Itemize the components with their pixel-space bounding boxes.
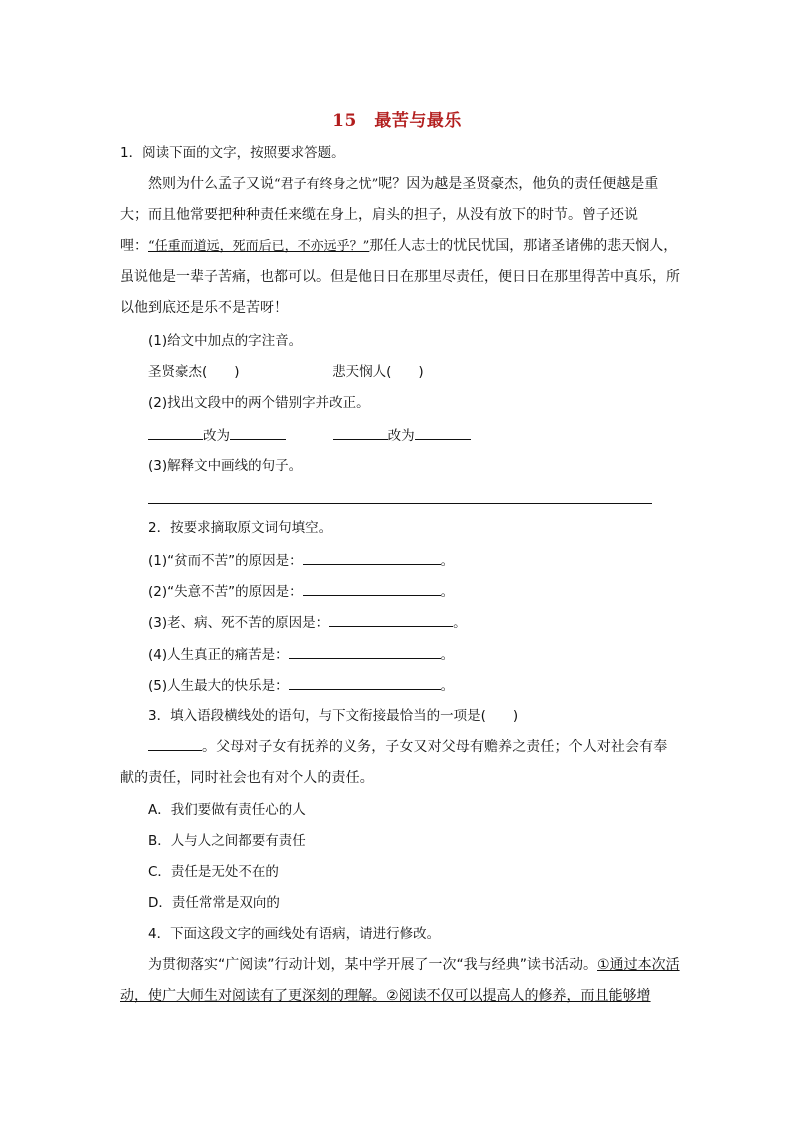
pinyin-item-a: 圣贤豪杰( ) — [148, 364, 240, 380]
question-3-stem: 3．填入语段横线处的语句，与下文衔接最恰当的一项是( ) — [148, 708, 519, 724]
end-mark: 。 — [453, 615, 467, 631]
fill-item — [148, 644, 678, 665]
passage-quote-1: “君子有终身之忧” — [274, 177, 379, 192]
fill-item — [148, 581, 678, 602]
fill-item — [148, 550, 678, 571]
answer-blank[interactable] — [289, 675, 441, 690]
correction-row — [148, 425, 678, 446]
question-4-stem: 4．下面这段文字的画线处有语病，请进行修改。 — [148, 926, 441, 942]
answer-blank[interactable] — [333, 425, 388, 440]
end-mark: 。 — [440, 678, 455, 694]
option-d[interactable]: D．责任常常是双向的 — [148, 895, 280, 911]
answer-blank[interactable] — [230, 425, 286, 440]
answer-blank[interactable] — [415, 425, 471, 440]
pinyin-item-b: 悲天悯人( ) — [332, 364, 424, 380]
fill-item-label: (5)人生最大的快乐是： — [148, 678, 289, 694]
end-mark: 。 — [440, 584, 455, 600]
passage-quote-underlined: “任重而道远，死而后已，不亦远乎？” — [148, 239, 370, 254]
answer-blank[interactable] — [289, 644, 441, 659]
fill-item — [148, 675, 678, 696]
question-2-stem: 2．按要求摘取原文词句填空。 — [148, 520, 333, 536]
end-mark: 。 — [440, 553, 455, 569]
question-1-sub-3: (3)解释文中画线的句子。 — [148, 458, 303, 474]
question-1-sub-2: (2)找出文段中的两个错别字并改正。 — [148, 395, 370, 411]
answer-blank[interactable] — [303, 550, 441, 565]
answer-blank[interactable] — [329, 612, 453, 627]
answer-blank[interactable] — [148, 425, 203, 440]
answer-blank[interactable] — [148, 736, 202, 751]
answer-line[interactable] — [148, 503, 652, 504]
fill-item-label: (2)“失意不苦”的原因是： — [148, 584, 303, 600]
pinyin-row — [148, 362, 678, 382]
question-1-sub-1: (1)给文中加点的字注音。 — [148, 333, 303, 349]
passage-text-1: 然则为什么孟子又说 — [148, 176, 274, 192]
question-1-stem: 1．阅读下面的文字，按照要求答题。 — [120, 145, 345, 161]
page-title: 15 最苦与最乐 — [332, 111, 462, 131]
correction-label: 改为 — [203, 428, 230, 444]
fill-item-label: (1)“贫而不苦”的原因是： — [148, 553, 303, 569]
passage-plain: 为贯彻落实“广阅读”行动计划，某中学开展了一次“我与经典”读书活动。 — [148, 957, 598, 973]
passage-text-3: 那任人志士的忧民忧国，那诸圣诸佛的悲天悯人，虽说他是一辈子苦痛，也都可以。但是他日日在那里尽责任，便日日在那里得苦中真乐，所以他到底还是乐不是苦呀！ — [120, 238, 680, 316]
option-b[interactable]: B．人与人之间都要有责任 — [148, 833, 306, 849]
flawed-sentence-2: ②阅读不仅可以提高人的修养，而且能够增 — [386, 988, 651, 1004]
question-1-passage — [120, 169, 680, 324]
end-mark: 。 — [440, 647, 455, 663]
fill-item — [148, 612, 678, 633]
option-a[interactable]: A．我们要做有责任心的人 — [148, 802, 306, 818]
question-3-passage — [120, 732, 680, 794]
flawed-sentence-1: ①通过本次活动，使广大师生对阅读有了更深刻的理解。 — [120, 957, 680, 1004]
fill-item-label: (3)老、病、死不苦的原因是： — [148, 615, 330, 631]
fill-item-label: (4)人生真正的痛苦是： — [148, 647, 289, 663]
question-4-passage — [120, 950, 680, 1012]
answer-blank[interactable] — [303, 581, 441, 596]
passage-tail: 。父母对子女有抚养的义务，子女又对父母有赡养之责任；个人对社会有奉献的责任，同时社会也有对个人的责任。 — [120, 739, 668, 786]
correction-label: 改为 — [387, 428, 415, 444]
option-c[interactable]: C．责任是无处不在的 — [148, 864, 279, 880]
passage-text-2: 呢？因为越是圣贤豪杰，他负的责任便越是重大；而且他常要把种种责任来缆在身上，肩头的担子，从没有放下的时节。曾子还说哩： — [120, 176, 659, 254]
